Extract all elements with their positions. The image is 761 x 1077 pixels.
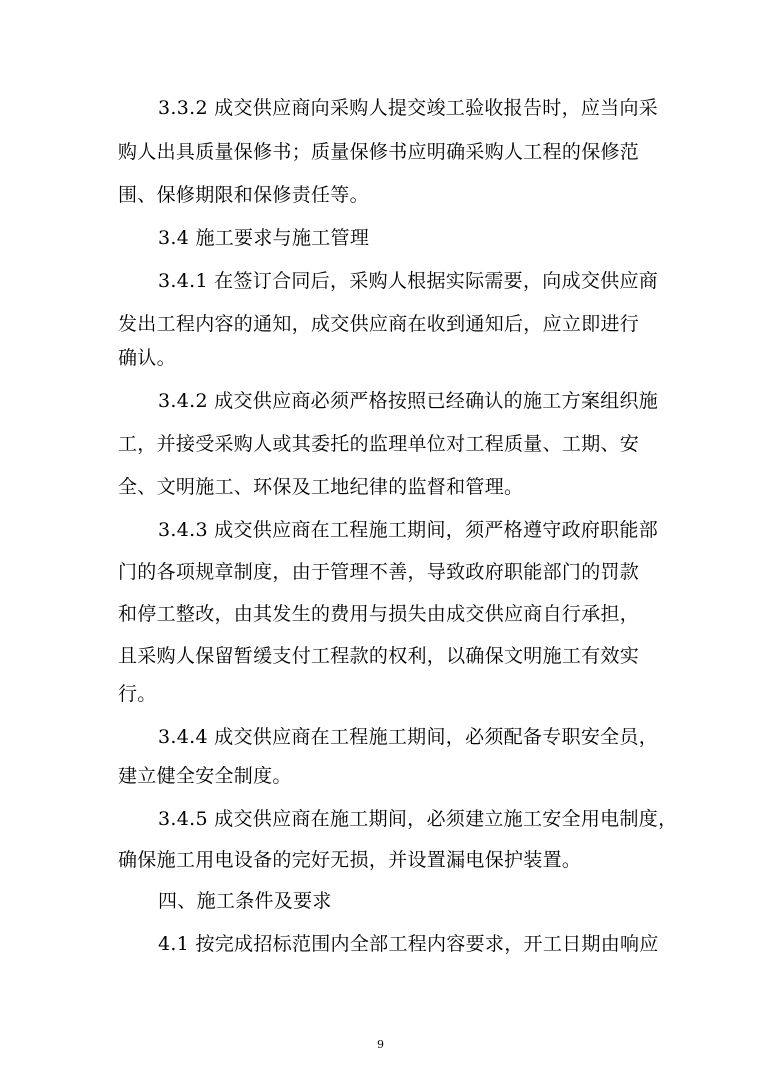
text-line: 和停工整改，由其发生的费用与损失由成交供应商自行承担， [118,603,640,625]
text-line: 3.4.1 在签订合同后，采购人根据实际需要，向成交供应商 [158,270,659,292]
text-line: 3.3.2 成交供应商向采购人提交竣工验收报告时，应当向采 [158,97,659,119]
text-line: 门的各项规章制度，由于管理不善，导致政府职能部门的罚款 [118,561,640,583]
text-line: 工，并接受采购人或其委托的监理单位对工程质量、工期、安 [118,433,640,455]
text-line: 发出工程内容的通知，成交供应商在收到通知后，应立即进行 [118,313,640,335]
text-line: 围、保修期限和保修责任等。 [118,184,369,206]
text-line: 确保施工用电设备的完好无损，并设置漏电保护装置。 [118,849,582,871]
section-heading: 四、施工条件及要求 [158,890,332,912]
text-line: 3.4.3 成交供应商在工程施工期间，须严格遵守政府职能部 [158,519,659,541]
text-line: 3.4.4 成交供应商在工程施工期间，必须配备专职安全员， [158,726,659,748]
text-line: 购人出具质量保修书；质量保修书应明确采购人工程的保修范 [118,141,640,163]
page-number: 9 [377,1038,384,1051]
section-heading: 3.4 施工要求与施工管理 [158,227,370,249]
text-line: 且采购人保留暂缓支付工程款的权利，以确保文明施工有效实 [118,645,640,667]
text-line: 3.4.2 成交供应商必须严格按照已经确认的施工方案组织施 [158,390,659,412]
text-line: 确认。 [118,347,176,369]
text-line: 3.4.5 成交供应商在施工期间，必须建立施工安全用电制度， [158,808,678,830]
text-line: 4.1 按完成招标范围内全部工程内容要求，开工日期由响应 [158,933,659,955]
text-line: 行。 [118,683,157,705]
text-line: 全、文明施工、环保及工地纪律的监督和管理。 [118,476,524,498]
text-line: 建立健全安全制度。 [118,765,292,787]
